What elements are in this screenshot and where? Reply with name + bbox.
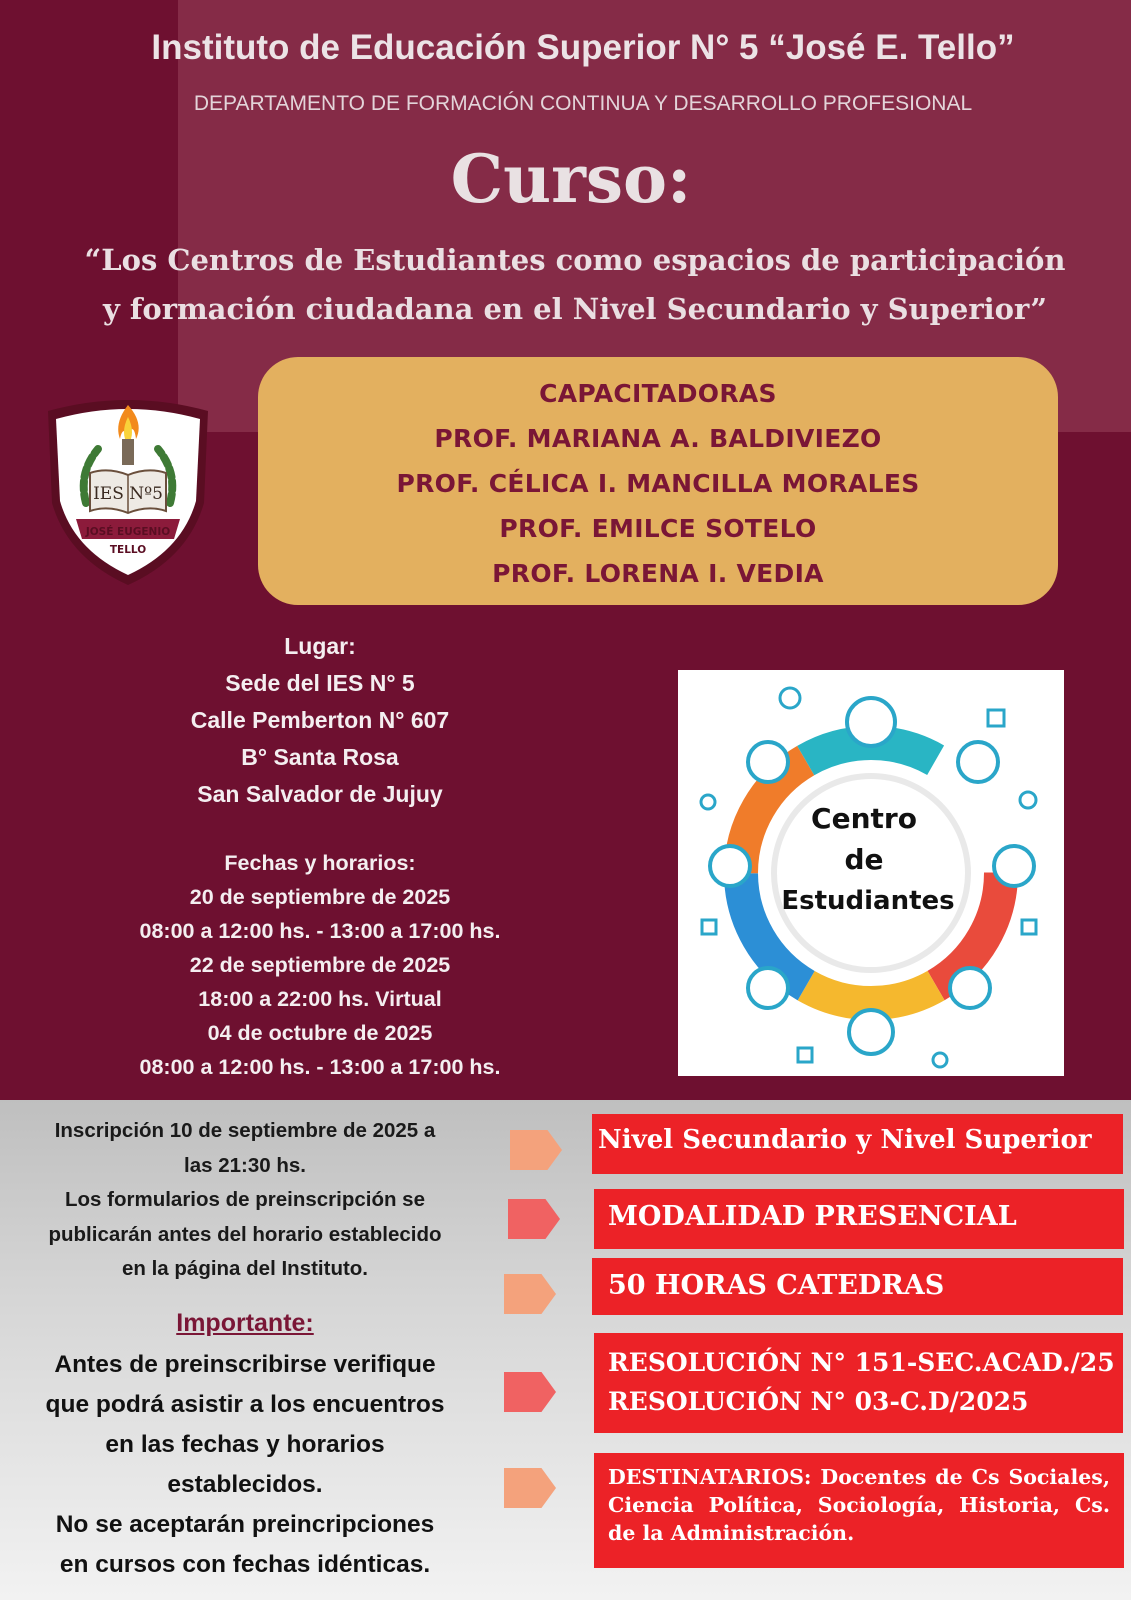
recipients-box: [594, 1453, 1124, 1568]
important-line: en las fechas y horarios: [105, 1431, 385, 1458]
location-block: [120, 628, 520, 813]
trainers-box: [258, 357, 1058, 605]
schedule-label: Fechas y horarios:: [224, 851, 416, 875]
centro-text-line2: de: [844, 843, 884, 876]
centro-text-line3: Estudiantes: [781, 886, 955, 916]
svg-text:JOSÉ EUGENIO: JOSÉ EUGENIO: [85, 526, 171, 538]
svg-text:TELLO: TELLO: [109, 544, 147, 556]
schedule-line: 18:00 a 22:00 hs. Virtual: [198, 987, 442, 1011]
important-line: Antes de preinscribirse verifique: [54, 1351, 436, 1378]
trainer-name: PROF. MARIANA A. BALDIVIEZO: [434, 424, 882, 453]
hours-box: [592, 1258, 1123, 1315]
registration-line: Los formularios de preinscripción se: [65, 1188, 425, 1211]
important-line: en cursos con fechas idénticas.: [59, 1551, 431, 1578]
schedule-line: 08:00 a 12:00 hs. - 13:00 a 17:00 hs.: [139, 1055, 501, 1079]
location-line: Sede del IES N° 5: [225, 670, 415, 696]
schedule-line: 20 de septiembre de 2025: [189, 885, 451, 909]
trainer-name: PROF. CÉLICA I. MANCILLA MORALES: [396, 469, 920, 498]
modality-box: [594, 1189, 1124, 1249]
course-title-line-1: “Los Centros de Estudiantes como espacios de participación: [84, 243, 1066, 277]
location-line: Calle Pemberton N° 607: [190, 707, 450, 733]
registration-line: Inscripción 10 de septiembre de 2025 a: [54, 1119, 436, 1142]
trainers-heading: CAPACITADORAS: [539, 379, 777, 408]
modality-text: MODALIDAD PRESENCIAL: [608, 1201, 1017, 1232]
registration-line: en la página del Instituto.: [121, 1257, 369, 1280]
trainer-name: PROF. LORENA I. VEDIA: [492, 559, 824, 588]
registration-info: [10, 1114, 480, 1287]
student-center-graphic: [678, 670, 1064, 1076]
resolution-line-1: RESOLUCIÓN N° 151-SEC.ACAD./25: [608, 1348, 1115, 1377]
institute-title: Instituto de Educación Superior N° 5 “José E. Tello”: [151, 28, 1015, 67]
location-line: B° Santa Rosa: [241, 744, 399, 770]
course-title-line-2: y formación ciudadana en el Nivel Secundario y Superior”: [102, 292, 1048, 326]
important-label: Importante:: [176, 1309, 314, 1337]
centro-text-line1: Centro: [811, 802, 917, 835]
important-text: [10, 1345, 480, 1585]
resolution-box: [594, 1333, 1123, 1433]
schedule-line: 08:00 a 12:00 hs. - 13:00 a 17:00 hs.: [139, 919, 501, 943]
course-label: Curso:: [450, 140, 692, 218]
important-line: No se aceptarán preincripciones: [55, 1511, 435, 1538]
location-line: San Salvador de Jujuy: [197, 781, 443, 807]
resolution-line-2: RESOLUCIÓN N° 03-C.D/2025: [608, 1387, 1029, 1416]
level-box: [592, 1114, 1123, 1174]
ies-logo: [38, 393, 218, 593]
important-line: establecidos.: [167, 1471, 323, 1498]
registration-line: las 21:30 hs.: [184, 1153, 306, 1177]
schedule-block: [110, 846, 530, 1084]
hours-text: 50 HORAS CATEDRAS: [608, 1270, 945, 1301]
location-label: Lugar:: [284, 633, 356, 659]
registration-line: publicarán antes del horario establecido: [48, 1222, 442, 1246]
level-text: Nivel Secundario y Nivel Superior: [598, 1125, 1092, 1155]
schedule-line: 04 de octubre de 2025: [207, 1021, 433, 1045]
schedule-line: 22 de septiembre de 2025: [189, 953, 451, 977]
course-title: [30, 236, 1120, 334]
svg-text:IES Nº5: IES Nº5: [93, 484, 163, 504]
department-subtitle: DEPARTAMENTO DE FORMACIÓN CONTINUA Y DESARROLLO PROFESIONAL: [193, 92, 973, 115]
important-line: que podrá asistir a los encuentros: [45, 1391, 445, 1418]
recipients-text: DESTINATARIOS: Docentes de Cs Sociales, Ciencia Política, Sociología, Historia, Cs. de la Administración.: [608, 1465, 1110, 1545]
student-center-illustration: [678, 670, 1064, 1076]
trainer-name: PROF. EMILCE SOTELO: [499, 514, 817, 543]
